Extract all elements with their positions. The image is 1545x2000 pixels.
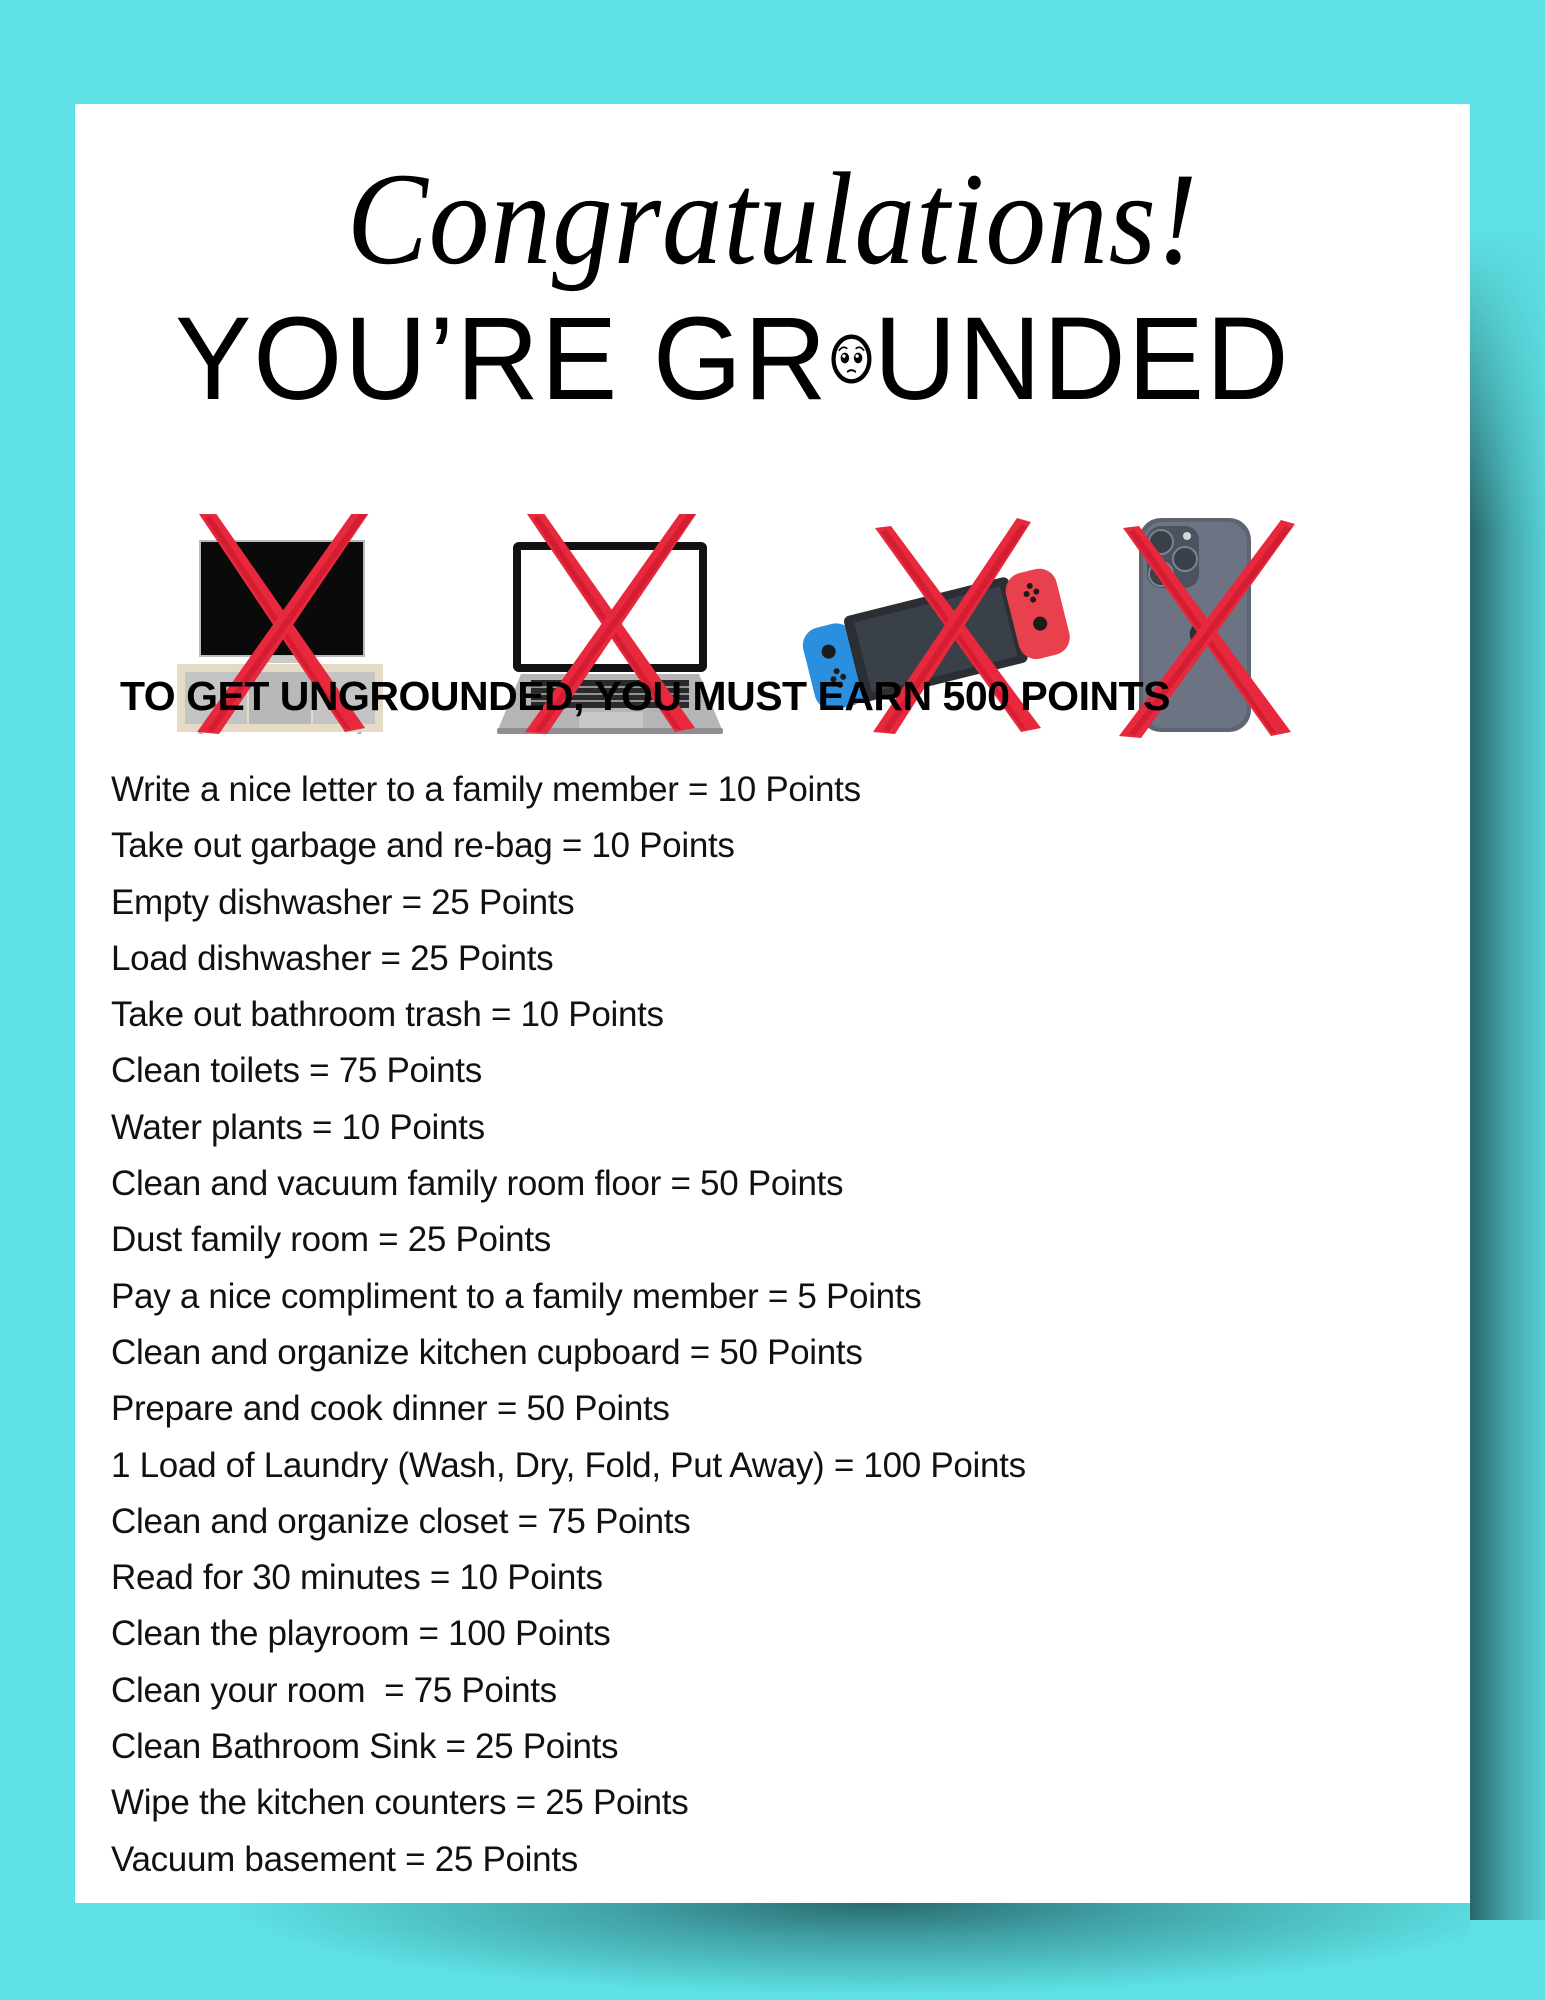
title-text-part1: YOU’RE GR [175,293,829,425]
chore-item: Water plants = 10 Points [111,1107,485,1147]
paper-shadow-right [1470,230,1545,1920]
chore-points-list [111,762,1411,1888]
chore-item: Write a nice letter to a family member = 10 Points [111,770,861,809]
title-text-part2: UNDED [873,293,1291,425]
banned-devices-row [75,404,1470,644]
chore-item: Read for 30 minutes = 10 Points [111,1558,603,1598]
congratulations-script-title: Congratulations! [346,145,1199,292]
unground-goal-headline: TO GET UNGROUNDED, YOU MUST EARN 500 POINTS [120,673,1170,719]
chore-item: Clean Bathroom Sink = 25 Points [111,1727,619,1767]
paper-shadow-bottom [230,1903,1470,2000]
printable-sheet [75,104,1470,1903]
chore-item: Clean and vacuum family room floor = 50 Points [111,1164,844,1204]
chore-item: Take out bathroom trash = 10 Points [111,995,664,1035]
chore-item: Load dishwasher = 25 Points [111,938,554,978]
chore-item: Take out garbage and re-bag = 10 Points [111,826,735,866]
chore-item: Prepare and cook dinner = 50 Points [111,1389,670,1429]
chore-item: Vacuum basement = 25 Points [111,1839,578,1879]
pleading-face-icon [830,307,871,411]
chore-item: Clean and organize kitchen cupboard = 50 Points [111,1332,863,1372]
chore-item: Clean and organize closet = 75 Points [111,1501,691,1541]
chore-item: Empty dishwasher = 25 Points [111,882,575,922]
chore-item: Pay a nice compliment to a family member = 5 Points [111,1276,922,1316]
chore-item: Clean the playroom = 100 Points [111,1614,611,1654]
chore-item: Clean your room = 75 Points [111,1670,557,1710]
chore-item: 1 Load of Laundry (Wash, Dry, Fold, Put Away) = 100 Points [111,1445,1026,1485]
chore-item: Clean toilets = 75 Points [111,1051,482,1091]
chore-item: Dust family room = 25 Points [111,1220,551,1260]
youre-grounded-title [175,293,1291,425]
chore-item: Wipe the kitchen counters = 25 Points [111,1783,689,1823]
